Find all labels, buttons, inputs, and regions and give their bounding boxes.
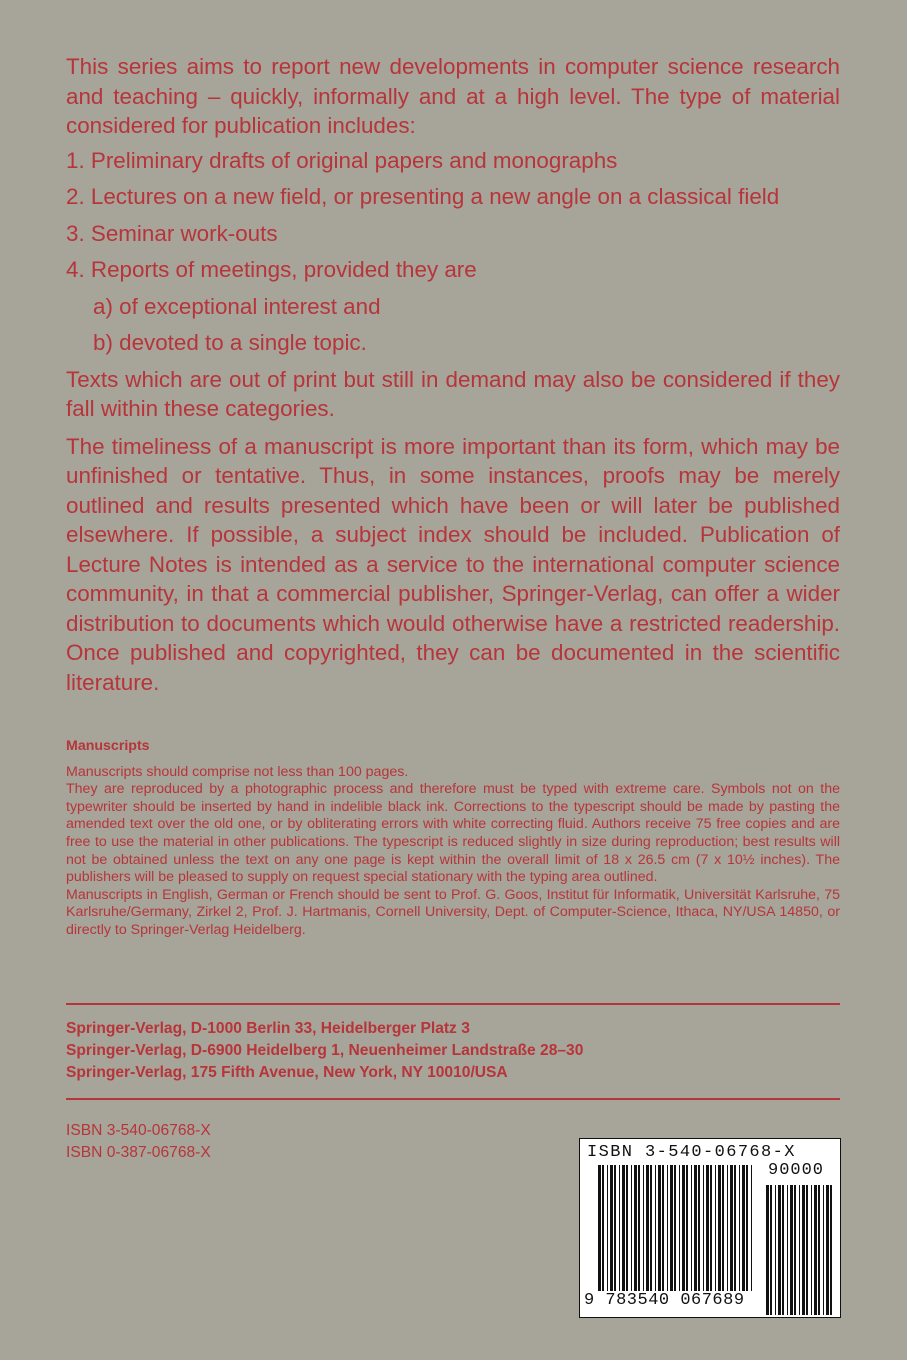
barcode-bar	[598, 1165, 601, 1291]
barcode-bar	[682, 1165, 685, 1291]
barcode-bar	[746, 1165, 748, 1291]
manuscripts-submission: Manuscripts in English, German or French should be sent to Prof. G. Goos, Institut für Informatik, Universität Karlsruhe, 75 Karlsruhe/Germany, Zirkel 2, Prof. J. Hartmanis, Cornell University, Dept. of Computer-Science, Ithaca, NY/USA 14850, or directly to Springer-Verlag Heidelberg.	[66, 886, 840, 938]
barcode-bar	[694, 1165, 697, 1291]
manuscripts-instructions: They are reproduced by a photographic process and therefore must be typed with extreme care. Symbols not on the typewriter should be inserted by hand in indelible black ink. Corrections to the typescript should be made by pasting the amended text over the old one, or by obliterating errors with white correcting fluid. Authors receive 75 free copies and are free to use the material in other publications. The typescript is reduced slightly in size during reproduction; best results will not be obtained unless the text on any one page is kept within the overall limit of 18 x 26.5 cm (7 x 10½ inches). The publishers will be pleased to supply on request special stationary with the typing area outlined.	[66, 781, 840, 886]
barcode-bar	[698, 1165, 700, 1291]
barcode-bar	[706, 1165, 709, 1291]
divider	[66, 1098, 840, 1100]
out-of-print-paragraph: Texts which are out of print but still in demand may also be considered if they fall within these categories.	[66, 366, 840, 421]
barcode-addon-text: 90000	[768, 1161, 825, 1180]
divider	[66, 1003, 840, 1005]
timeliness-paragraph: The timeliness of a manuscript is more important than its form, which may be unfinished or tentative. Thus, in some instances, proofs may be merely outlined and results presented which have been or will later be published elsewhere. If possible, a subject index should be included. Publication of Lecture Notes is intended as a service to the international computer science community, in that a commercial publisher, Springer-Verlag, can offer a wider distribution to documents which would otherwise have a restricted readership. Once published and copyrighted, they can be documented in the scientific literature.	[66, 433, 840, 695]
barcode-bar	[610, 1165, 613, 1291]
address-heidelberg: Springer-Verlag, D-6900 Heidelberg 1, Neuenheimer Landstraße 28–30	[66, 1042, 584, 1059]
barcode-bar	[691, 1165, 692, 1291]
list-item: 1. Preliminary drafts of original papers and monographs	[66, 147, 618, 173]
barcode-bar	[643, 1165, 644, 1291]
isbn-list	[66, 1120, 211, 1164]
intro-paragraph: This series aims to report new developments in computer science research and teaching – quickly, informally and at a high level. The type of material considered for publication includes:	[66, 54, 840, 138]
barcode-bar	[662, 1165, 664, 1291]
barcode-bar	[703, 1165, 704, 1291]
manuscripts-heading: Manuscripts	[66, 738, 150, 754]
barcode-bar	[775, 1185, 776, 1315]
barcode-bar	[667, 1165, 668, 1291]
barcode-bar	[614, 1165, 616, 1291]
barcode-bar	[626, 1165, 628, 1291]
barcode-bar	[715, 1165, 716, 1291]
list-item: 3. Seminar work-outs	[66, 220, 278, 246]
barcode-bar	[679, 1165, 680, 1291]
address-berlin: Springer-Verlag, D-1000 Berlin 33, Heidelberger Platz 3	[66, 1020, 470, 1037]
barcode-bar	[638, 1165, 640, 1291]
barcode-bar	[782, 1185, 784, 1315]
barcode-isbn-text: ISBN 3-540-06768-X	[587, 1143, 796, 1162]
barcode-bar	[830, 1185, 832, 1315]
barcode-bar	[722, 1165, 724, 1291]
barcode-bar	[818, 1185, 820, 1315]
barcode-bar	[727, 1165, 728, 1291]
barcode-bar	[718, 1165, 721, 1291]
sub-list-item: b) devoted to a single topic.	[93, 330, 367, 355]
barcode-bar	[742, 1165, 745, 1291]
barcode-bar	[778, 1185, 781, 1315]
series-description	[66, 52, 840, 705]
barcode-digits: 9 783540 067689	[584, 1291, 745, 1310]
barcode-bar	[814, 1185, 817, 1315]
barcode-bar	[607, 1165, 608, 1291]
address-new-york: Springer-Verlag, 175 Fifth Avenue, New York, NY 10010/USA	[66, 1064, 508, 1081]
barcode-bar	[802, 1185, 805, 1315]
isbn-springer-new-york: ISBN 0-387-06768-X	[66, 1144, 211, 1161]
barcode-bar	[634, 1165, 637, 1291]
barcode-bar	[734, 1165, 736, 1291]
barcode-bar	[674, 1165, 676, 1291]
barcode-bar	[766, 1185, 769, 1315]
barcode-bar	[739, 1165, 740, 1291]
barcode-bar	[770, 1185, 772, 1315]
barcode-bar	[710, 1165, 712, 1291]
barcode-bar	[823, 1185, 824, 1315]
barcode-bar	[730, 1165, 733, 1291]
barcode-bar	[799, 1185, 800, 1315]
manuscripts-length: Manuscripts should comprise not less than 100 pages.	[66, 763, 409, 780]
barcode-bar	[790, 1185, 793, 1315]
barcode-bar	[806, 1185, 808, 1315]
barcode-bar	[650, 1165, 652, 1291]
barcode-bar	[686, 1165, 688, 1291]
barcode-bar	[631, 1165, 632, 1291]
barcode-bar	[622, 1165, 625, 1291]
barcode-bar	[655, 1165, 656, 1291]
publisher-addresses	[66, 1018, 583, 1084]
barcode-bar	[751, 1165, 752, 1291]
barcode-bar	[670, 1165, 673, 1291]
barcode-bar	[811, 1185, 812, 1315]
barcode-bar	[646, 1165, 649, 1291]
isbn-springer-berlin: ISBN 3-540-06768-X	[66, 1122, 211, 1139]
sub-list-item: a) of exceptional interest and	[93, 293, 381, 319]
barcode-bar	[602, 1165, 604, 1291]
list-item: 2. Lectures on a new field, or presenting a new angle on a classical field	[66, 184, 780, 209]
barcode-bar	[826, 1185, 829, 1315]
list-item: 4. Reports of meetings, provided they are	[66, 257, 477, 282]
manuscripts-section	[66, 738, 840, 940]
barcode-bar	[794, 1185, 796, 1315]
barcode-label	[579, 1138, 841, 1318]
barcode-bar	[787, 1185, 788, 1315]
barcode-bar	[619, 1165, 620, 1291]
barcode-bar	[658, 1165, 661, 1291]
